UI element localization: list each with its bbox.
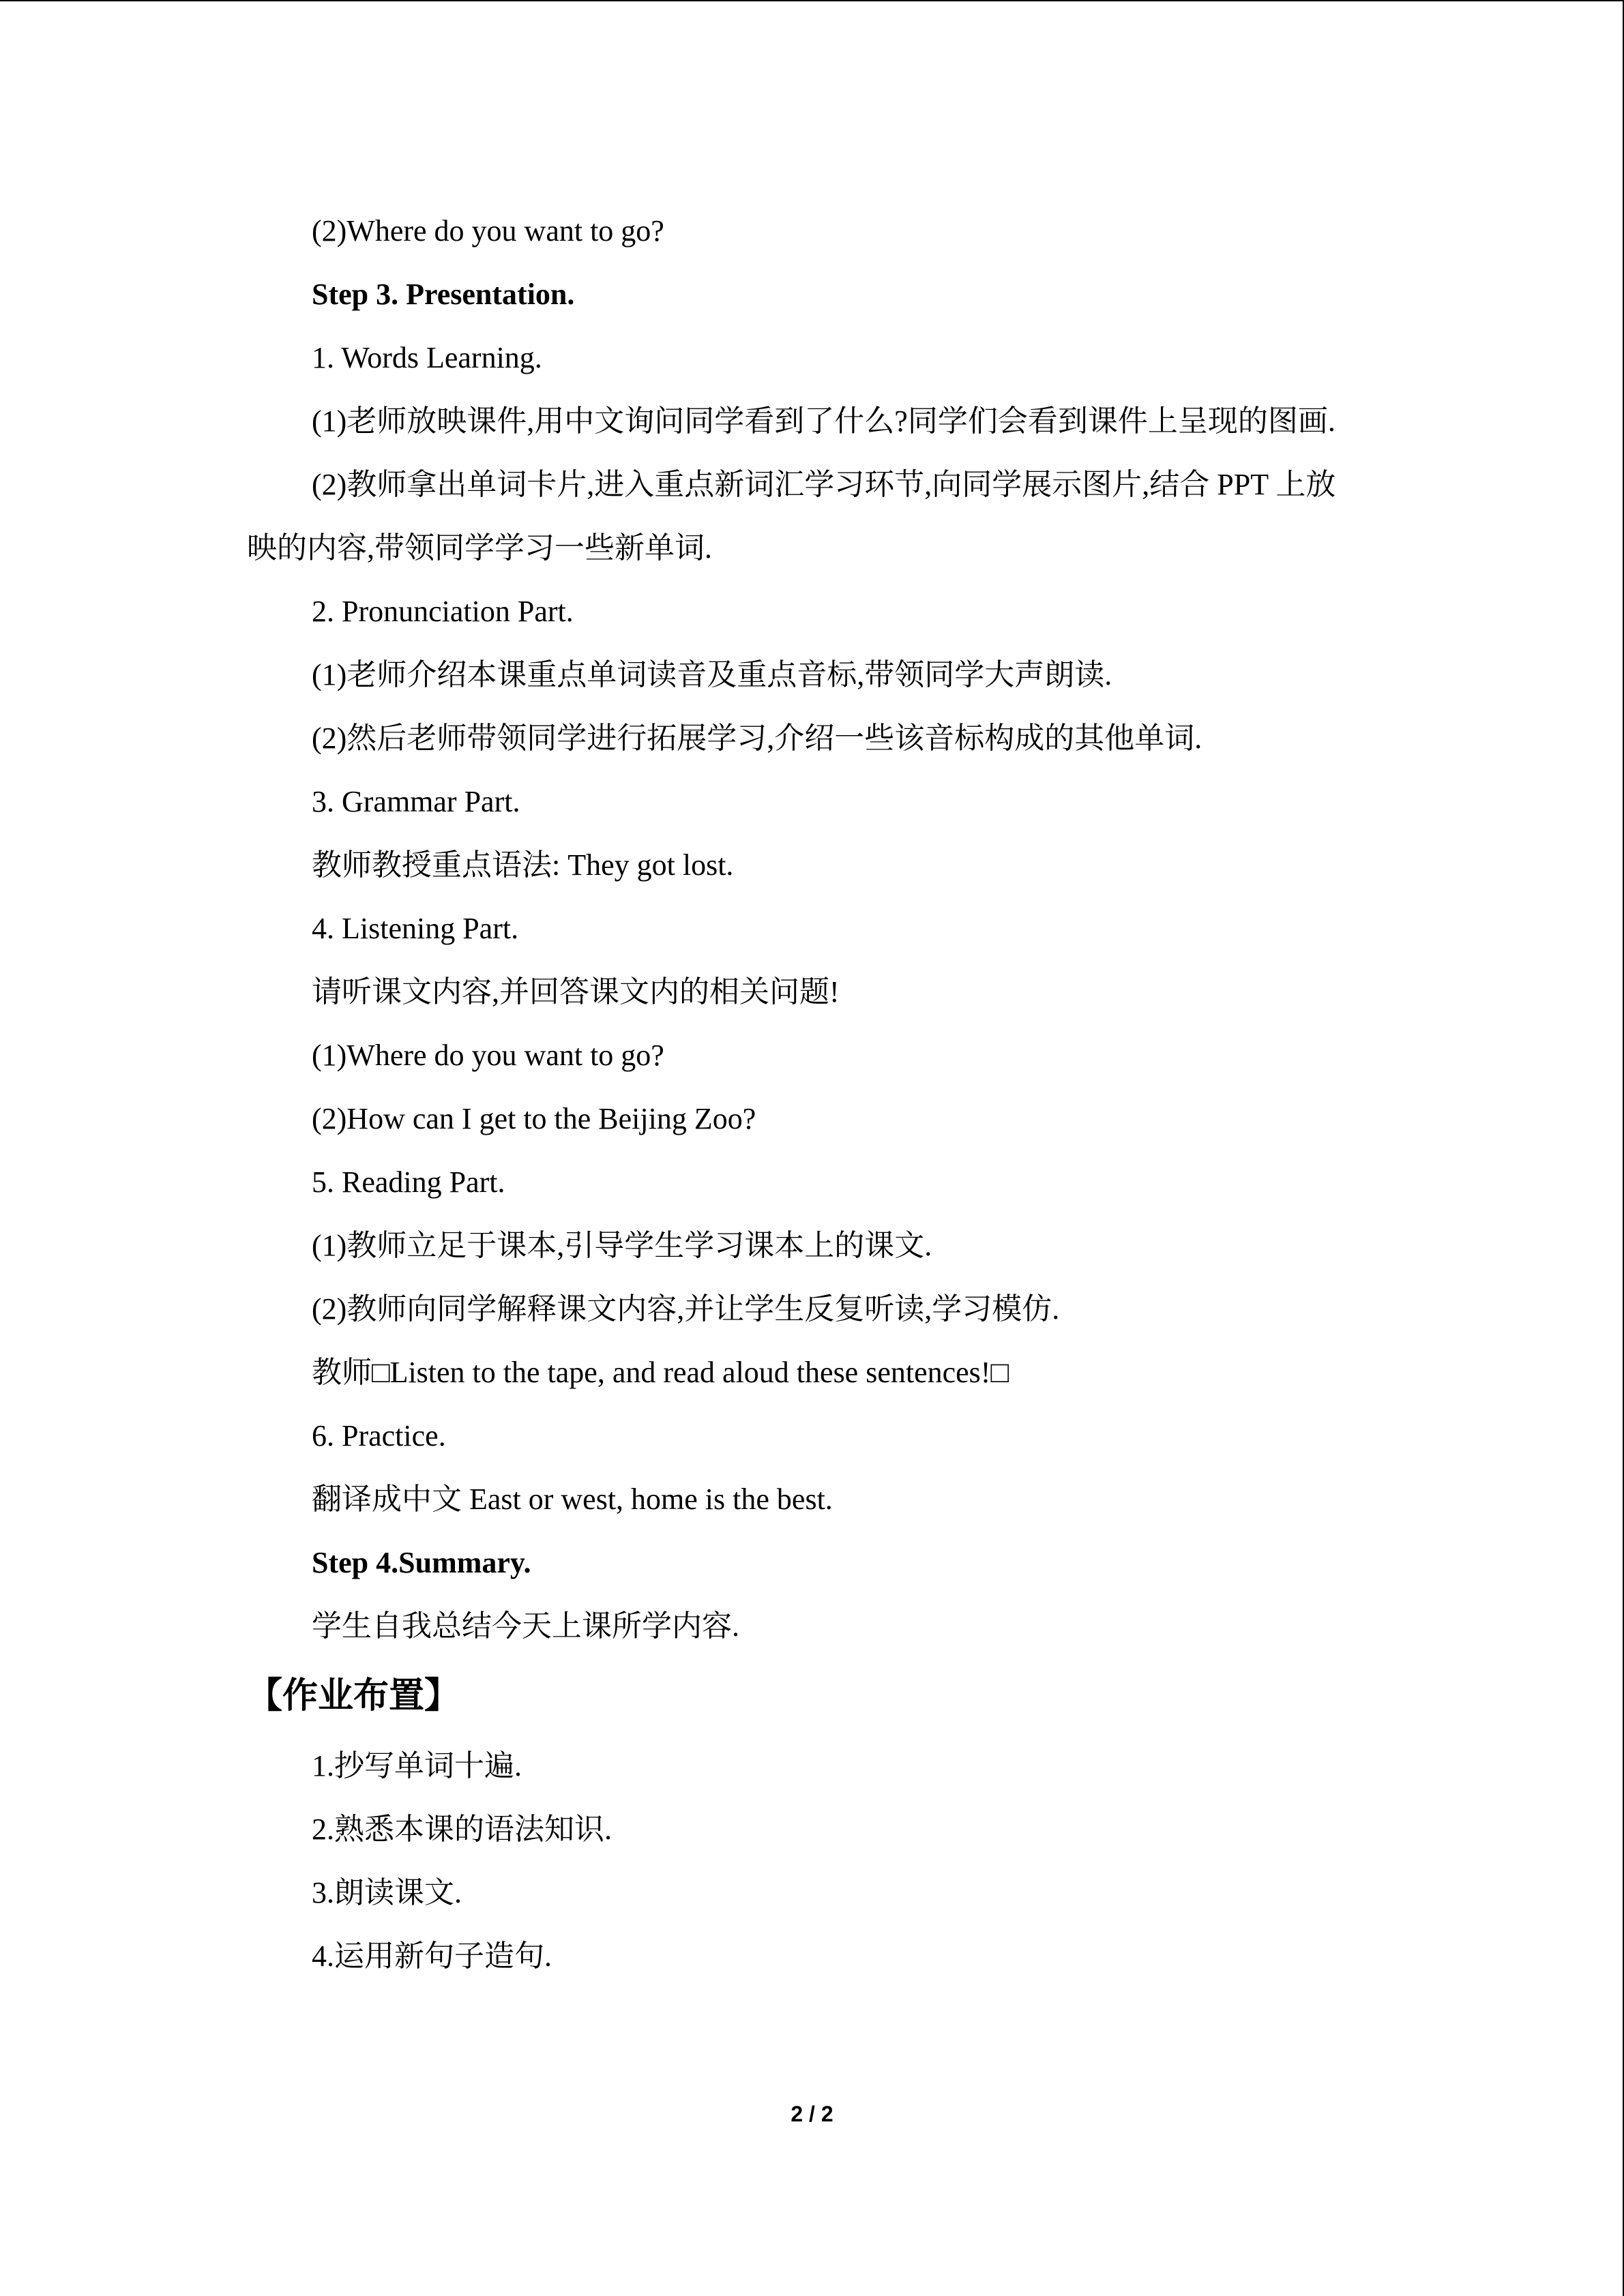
text-line: (1)Where do you want to go? xyxy=(312,1039,664,1072)
text-line: 5. Reading Part. xyxy=(312,1165,505,1199)
text-line: 4. Listening Part. xyxy=(312,912,519,945)
text-line: (2)Where do you want to go? xyxy=(312,214,664,248)
homework-item: 4.运用新句子造句. xyxy=(312,1939,552,1973)
text-line: (1)教师立足于课本,引导学生学习课本上的课文. xyxy=(312,1229,932,1262)
homework-item: 2.熟悉本课的语法知识. xyxy=(312,1813,612,1846)
paragraph: (1)老师放映课件,用中文询问同学看到了什么?同学们会看到课件上呈现的图画. xyxy=(312,404,1335,438)
text-line: 3. Grammar Part. xyxy=(312,785,520,818)
text-line: 请听课文内容,并回答课文内的相关问题! xyxy=(312,975,840,1009)
text-line: 翻译成中文 East or west, home is the best. xyxy=(312,1482,833,1516)
text-line: (2)教师向同学解释课文内容,并让学生反复听读,学习模仿. xyxy=(312,1292,1060,1326)
homework-item: 1.抄写单词十遍. xyxy=(312,1749,522,1783)
text-line: (2)How can I get to the Beijing Zoo? xyxy=(312,1102,756,1135)
document-body xyxy=(247,199,1360,1988)
text-line: 教师□Listen to the tape, and read aloud these sentences!□ xyxy=(312,1356,1009,1389)
text-line: 6. Practice. xyxy=(312,1419,446,1452)
text-line: 教师教授重点语法: They got lost. xyxy=(312,848,734,882)
text-line: 学生自我总结今天上课所学内容. xyxy=(312,1609,739,1643)
text-line: 2. Pronunciation Part. xyxy=(312,595,574,628)
homework-heading: 【作业布置】 xyxy=(247,1675,460,1716)
homework-item: 3.朗读课文. xyxy=(312,1876,462,1909)
text-line: (2)然后老师带领同学进行拓展学习,介绍一些该音标构成的其他单词. xyxy=(312,721,1202,755)
section-heading-step3: Step 3. Presentation. xyxy=(312,278,575,311)
page-number: 2 / 2 xyxy=(791,2102,833,2126)
text-line: (1)老师介绍本课重点单词读音及重点音标,带领同学大声朗读. xyxy=(312,658,1112,691)
text-line: 1. Words Learning. xyxy=(312,341,542,374)
section-heading-step4: Step 4.Summary. xyxy=(312,1546,531,1579)
paragraph: (2)教师拿出单词卡片,进入重点新词汇学习环节,向同学展示图片,结合 PPT 上放映的内容,带领同学学习一些新单词. xyxy=(247,468,1336,565)
